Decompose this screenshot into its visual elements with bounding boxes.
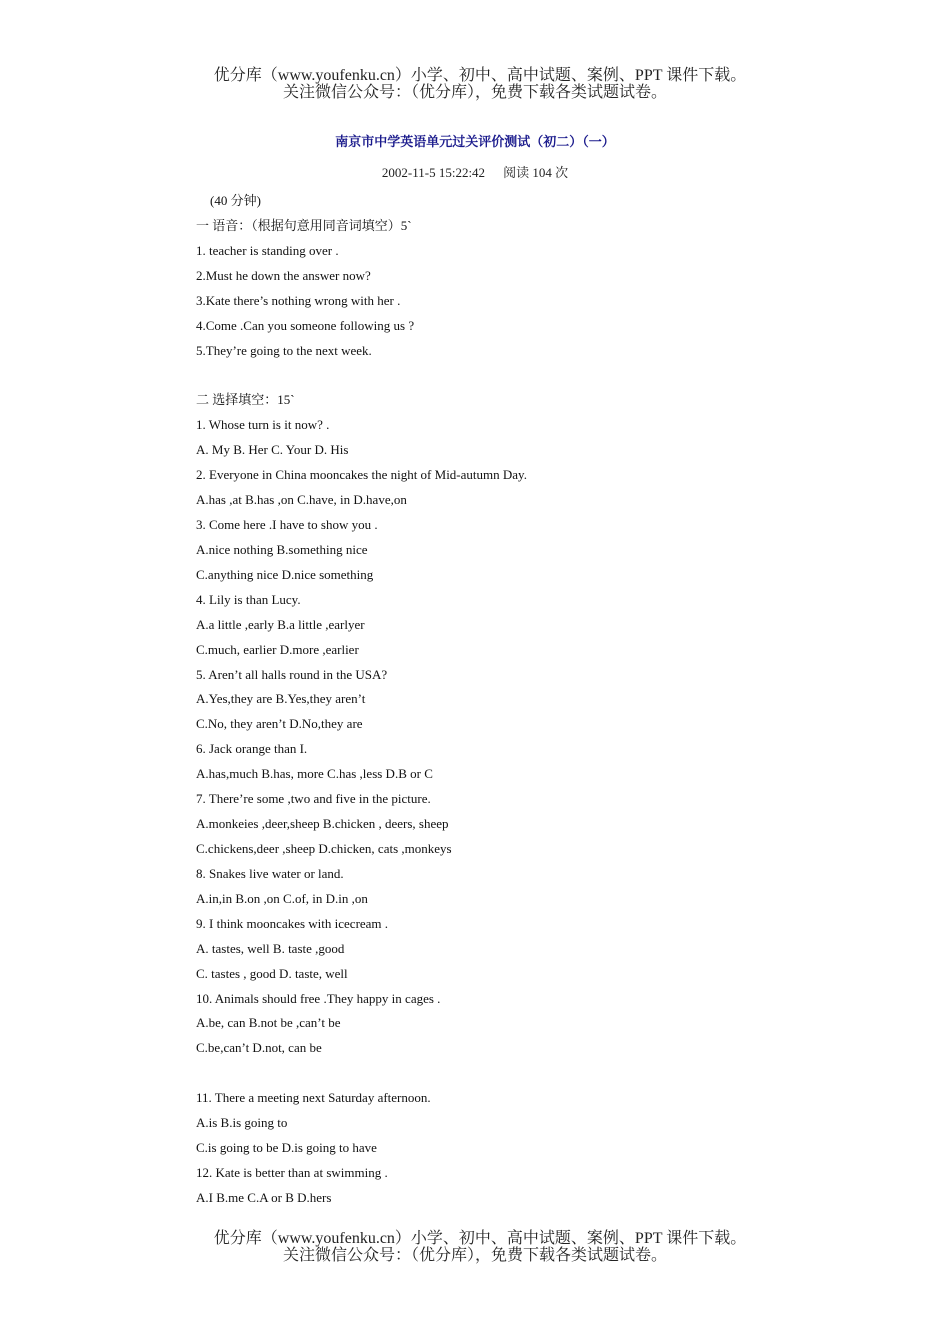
blank-line [196,363,756,388]
footer-banner [0,1230,950,1264]
question-line: 3. Come here .I have to show you . [196,516,378,532]
section-heading-choice: 二 选择填空：15` [196,392,295,408]
option-line: A.be, can B.not be ,can’t be [196,1015,341,1031]
header-banner [0,67,950,101]
option-line: A.in,in B.on ,on C.of, in D.in ,on [196,890,368,906]
exam-content [196,189,756,1211]
blank-line [196,1061,756,1086]
duration-note: (40 分钟) [210,193,261,208]
question-line: 8. Snakes live water or land. [196,865,344,881]
question-line: 3.Kate there’s nothing wrong with her . [196,292,401,308]
banner-line-1: 优分库（www.youfenku.cn）小学、初中、高中试题、案例、PPT 课件下载。 [213,67,747,84]
question-line: 1. teacher is standing over . [196,242,339,258]
option-line: A.I B.me C.A or B D.hers [196,1189,332,1205]
option-line: C.much, earlier D.more ,earlier [196,641,359,657]
banner-line-2: 关注微信公众号：（优分库），免费下载各类试题试卷。 [282,84,667,101]
question-line: 1. Whose turn is it now? . [196,417,330,433]
option-line: C.No, they aren’t D.No,they are [196,716,363,732]
option-line: A.Yes,they are B.Yes,they aren’t [196,691,366,707]
option-line: A.is B.is going to [196,1115,288,1131]
read-count: 阅读 104 次 [503,165,569,180]
publish-date: 2002-11-5 15:22:42 [381,165,486,180]
option-line: C. tastes , good D. taste, well [196,965,348,981]
question-line: 12. Kate is better than at swimming . [196,1164,388,1180]
option-line: C.anything nice D.nice something [196,566,374,582]
option-line: C.be,can’t D.not, can be [196,1040,322,1056]
banner-line-1: 优分库（www.youfenku.cn）小学、初中、高中试题、案例、PPT 课件下载。 [213,1230,747,1247]
section-heading-phonetics: 一 语音：（根据句意用同音词填空）5` [196,217,412,233]
banner-line-2: 关注微信公众号：（优分库），免费下载各类试题试卷。 [282,1247,667,1264]
option-line: A.monkeies ,deer,sheep B.chicken , deers, sheep [196,816,449,832]
option-line: C.is going to be D.is going to have [196,1140,377,1156]
option-line: A.nice nothing B.something nice [196,541,368,557]
question-line: 4.Come .Can you someone following us ? [196,317,415,333]
question-line: 9. I think mooncakes with icecream . [196,915,389,931]
option-line: A.a little ,early B.a little ,earlyer [196,616,365,632]
option-line: A.has,much B.has, more C.has ,less D.B or C [196,766,433,782]
option-line: C.chickens,deer ,sheep D.chicken, cats ,monkeys [196,840,452,856]
question-line: 4. Lily is than Lucy. [196,591,301,607]
option-line: A. My B. Her C. Your D. His [196,442,349,458]
question-line: 7. There’re some ,two and five in the picture. [196,791,431,807]
option-line: A.has ,at B.has ,on C.have, in D.have,on [196,492,407,508]
question-line: 5.They’re going to the next week. [196,342,372,358]
question-line: 6. Jack orange than I. [196,741,308,757]
article-meta [0,162,950,181]
question-line: 2. Everyone in China mooncakes the night of Mid-autumn Day. [196,467,527,483]
question-line: 5. Aren’t all halls round in the USA? [196,666,388,682]
option-line: A. tastes, well B. taste ,good [196,940,345,956]
article-title: 南京市中学英语单元过关评价测试（初二）（一） [335,134,615,149]
question-line: 2.Must he down the answer now? [196,267,371,283]
question-line: 10. Animals should free .They happy in cages . [196,990,441,1006]
question-line: 11. There a meeting next Saturday afternoon. [196,1090,431,1106]
